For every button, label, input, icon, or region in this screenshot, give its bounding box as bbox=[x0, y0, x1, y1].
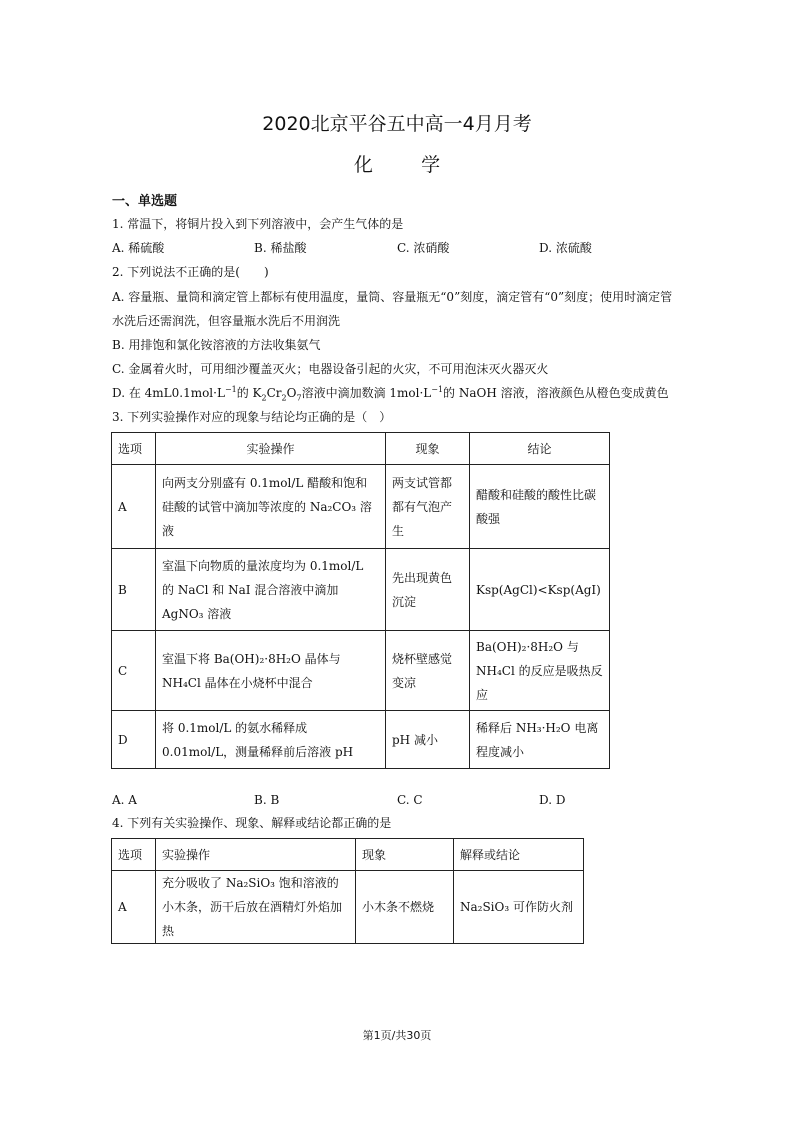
question-3-option-b: B. B bbox=[254, 793, 280, 807]
page-title: 2020北京平谷五中高一4月月考 bbox=[262, 113, 532, 135]
table-header: 结论 bbox=[470, 433, 610, 465]
table-header: 实验操作 bbox=[156, 839, 356, 871]
table-cell: B bbox=[112, 549, 156, 631]
section-heading: 一、单选题 bbox=[112, 194, 178, 209]
table-row bbox=[112, 871, 584, 944]
question-2-option-b: B. 用排饱和氯化铵溶液的方法收集氨气 bbox=[112, 338, 321, 352]
table-row bbox=[112, 711, 610, 769]
table-header: 选项 bbox=[112, 433, 156, 465]
subject-title: 化 学 bbox=[353, 154, 441, 176]
page-number: 第1页/共30页 bbox=[362, 1029, 432, 1042]
question-1-stem: 1. 常温下，将铜片投入到下列溶液中，会产生气体的是 bbox=[112, 217, 404, 231]
table-cell: 稀释后 NH₃·H₂O 电离程度减小 bbox=[470, 711, 610, 769]
question-3-option-a: A. A bbox=[112, 793, 137, 807]
q2-d-text-1: D. 在 4mL0.1mol·L bbox=[112, 386, 225, 400]
table-cell: Ba(OH)₂·8H₂O 与 NH₄Cl 的反应是吸热反应 bbox=[470, 631, 610, 711]
table-header: 解释或结论 bbox=[454, 839, 584, 871]
table-cell: 室温下将 Ba(OH)₂·8H₂O 晶体与 NH₄Cl 晶体在小烧杯中混合 bbox=[156, 631, 386, 711]
table-cell: D bbox=[112, 711, 156, 769]
table-header: 实验操作 bbox=[156, 433, 386, 465]
table-cell: Ksp(AgCl)<Ksp(AgI) bbox=[470, 549, 610, 631]
table-cell: A bbox=[112, 465, 156, 549]
table-cell: C bbox=[112, 631, 156, 711]
table-header: 现象 bbox=[356, 839, 454, 871]
question-1-option-d: D. 浓硫酸 bbox=[539, 241, 592, 255]
table-header: 选项 bbox=[112, 839, 156, 871]
question-4-table bbox=[111, 838, 584, 944]
table-cell: 烧杯壁感觉变凉 bbox=[386, 631, 470, 711]
question-2-option-c: C. 金属着火时，可用细沙覆盖灭火；电器设备引起的火灾，不可用泡沫灭火器灭火 bbox=[112, 362, 549, 376]
question-1-option-b: B. 稀盐酸 bbox=[254, 241, 307, 255]
table-cell: 小木条不燃烧 bbox=[356, 871, 454, 944]
q2-d-text-4: 的 NaOH 溶液，溶液颜色从橙色变成黄色 bbox=[443, 386, 669, 400]
table-cell: A bbox=[112, 871, 156, 944]
question-3-stem: 3. 下列实验操作对应的现象与结论均正确的是（ ） bbox=[112, 410, 392, 424]
q2-d-text-3: 溶液中滴加数滴 1mol·L bbox=[301, 386, 432, 400]
question-1-option-a: A. 稀硫酸 bbox=[112, 241, 165, 255]
question-2-stem: 2. 下列说法不正确的是( ) bbox=[112, 265, 269, 279]
question-3-table bbox=[111, 432, 610, 769]
table-cell: 将 0.1mol/L 的氨水稀释成 0.01mol/L，测量稀释前后溶液 pH bbox=[156, 711, 386, 769]
table-cell: 两支试管都都有气泡产生 bbox=[386, 465, 470, 549]
question-3-option-d: D. D bbox=[539, 793, 566, 807]
table-row bbox=[112, 465, 610, 549]
question-1-option-c: C. 浓硝酸 bbox=[397, 241, 450, 255]
question-4-stem: 4. 下列有关实验操作、现象、解释或结论都正确的是 bbox=[112, 816, 392, 830]
question-3-option-c: C. C bbox=[397, 793, 423, 807]
table-cell: 室温下向物质的量浓度均为 0.1mol/L 的 NaCl 和 NaI 混合溶液中滴加 AgNO₃ 溶液 bbox=[156, 549, 386, 631]
table-cell: 向两支分别盛有 0.1mol/L 醋酸和饱和硅酸的试管中滴加等浓度的 Na₂CO₃ 溶液 bbox=[156, 465, 386, 549]
question-2-option-a-line1: A. 容量瓶、量筒和滴定管上都标有使用温度，量筒、容量瓶无“0”刻度，滴定管有“0”刻度；使用时滴定管 bbox=[112, 290, 673, 304]
table-cell: 醋酸和硅酸的酸性比碳酸强 bbox=[470, 465, 610, 549]
table-row bbox=[112, 631, 610, 711]
table-row bbox=[112, 549, 610, 631]
table-cell: pH 减小 bbox=[386, 711, 470, 769]
table-header: 现象 bbox=[386, 433, 470, 465]
table-cell: 先出现黄色沉淀 bbox=[386, 549, 470, 631]
question-2-option-d: D. 在 $4mL0.1mol\cdot L^{-1}$的 $K_2Cr_2O_7$溶液中滴加数滴 $1mol\cdot L^{-1}$的 NaOH 溶液，溶液颜色从橙色变成黄色 bbox=[112, 385, 669, 403]
question-2-option-a-line2: 水洗后还需润洗，但容量瓶水洗后不用润洗 bbox=[112, 314, 341, 328]
table-cell: Na₂SiO₃ 可作防火剂 bbox=[454, 871, 584, 944]
q2-d-text-2: 的 K bbox=[236, 386, 262, 400]
table-cell: 充分吸收了 Na₂SiO₃ 饱和溶液的小木条，沥干后放在酒精灯外焰加热 bbox=[156, 871, 356, 944]
